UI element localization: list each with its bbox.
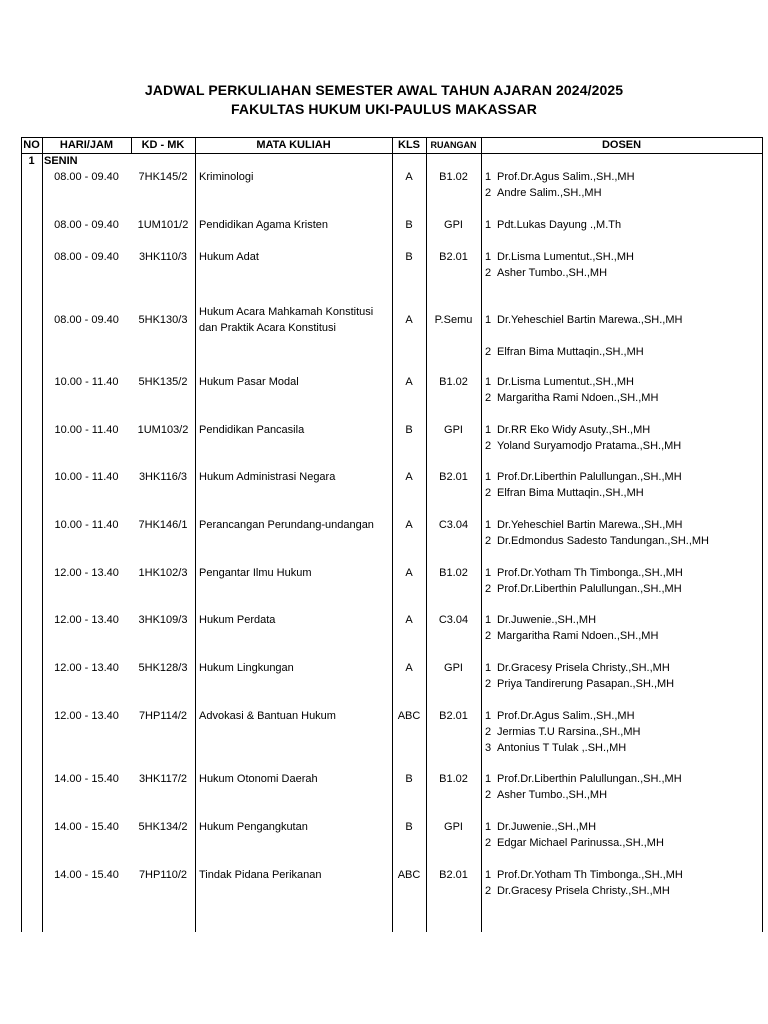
cell-kd-mk: 7HK145/2 [138, 171, 188, 183]
cell-mata-kuliah: Tindak Pidana Perikanan [199, 869, 322, 881]
cell-ruangan: B1.02 [439, 171, 468, 183]
cell-mata-kuliah: Perancangan Perundang-undangan [199, 519, 374, 531]
cell-mata-kuliah: Hukum Acara Mahkamah Konstitusi dan Praktik Acara Konstitusi [199, 306, 374, 334]
cell-hari-jam: 14.00 - 15.40 [54, 821, 119, 833]
cell-kd-mk: 1UM101/2 [137, 219, 189, 231]
cell-kls: A [405, 171, 413, 183]
cell-dosen-name: Dr.Juwenie.,SH.,MH [497, 614, 597, 626]
cell-dosen-number: 2 [485, 837, 492, 849]
cell-dosen-number: 1 [485, 171, 492, 183]
cell-kls: A [405, 471, 413, 483]
cell-ruangan: C3.04 [438, 519, 469, 531]
cell-hari-jam: 12.00 - 13.40 [54, 710, 119, 722]
cell-dosen-name: Prof.Dr.Yotham Th Timbonga.,SH.,MH [497, 869, 683, 881]
cell-dosen-name: Margaritha Rami Ndoen.,SH.,MH [497, 630, 659, 642]
cell-mata-kuliah: Pendidikan Pancasila [199, 424, 305, 436]
cell-dosen-number: 2 [485, 267, 492, 279]
cell-dosen-number: 2 [485, 789, 492, 801]
cell-hari-jam: 14.00 - 15.40 [54, 773, 119, 785]
cell-hari-jam: 12.00 - 13.40 [54, 662, 119, 674]
col-border [762, 137, 763, 932]
header-dosen: DOSEN [601, 139, 642, 151]
cell-dosen-name: Dr.Yeheschiel Bartin Marewa.,SH.,MH [497, 519, 683, 531]
cell-kd-mk: 7HP114/2 [138, 710, 188, 722]
cell-dosen-number: 2 [485, 583, 492, 595]
cell-hari-jam: 12.00 - 13.40 [54, 567, 119, 579]
cell-dosen-number: 2 [485, 487, 492, 499]
cell-dosen-name: Dr.Gracesy Prisela Christy.,SH.,MH [497, 662, 670, 674]
cell-kd-mk: 3HK117/2 [138, 773, 188, 785]
cell-mata-kuliah: Hukum Pasar Modal [199, 376, 299, 388]
cell-kls: B [405, 773, 413, 785]
cell-dosen-name: Edgar Michael Parinussa.,SH.,MH [497, 837, 664, 849]
cell-dosen-name: Priya Tandirerung Pasapan.,SH.,MH [497, 678, 675, 690]
cell-dosen-name: Margaritha Rami Ndoen.,SH.,MH [497, 392, 659, 404]
cell-dosen-number: 1 [485, 869, 492, 881]
cell-kls: B [405, 424, 413, 436]
cell-dosen-number: 2 [485, 187, 492, 199]
cell-kd-mk: 1HK102/3 [138, 567, 188, 579]
cell-dosen-number: 1 [485, 710, 492, 722]
cell-hari-jam: 08.00 - 09.40 [54, 219, 119, 231]
cell-ruangan: C3.04 [438, 614, 469, 626]
cell-kls: A [405, 662, 413, 674]
header-no: NO [23, 139, 40, 151]
cell-dosen-number: 1 [485, 519, 492, 531]
cell-dosen-number: 1 [485, 773, 492, 785]
cell-dosen-name: Prof.Dr.Liberthin Palullungan.,SH.,MH [497, 471, 682, 483]
cell-kd-mk: 3HK109/3 [138, 614, 188, 626]
cell-ruangan: GPI [444, 662, 463, 674]
cell-mata-kuliah: Hukum Pengangkutan [199, 821, 308, 833]
cell-dosen-name: Dr.Edmondus Sadesto Tandungan.,SH.,MH [497, 535, 709, 547]
cell-mata-kuliah: Hukum Lingkungan [199, 662, 294, 674]
cell-dosen-name: Dr.Lisma Lumentut.,SH.,MH [497, 376, 634, 388]
cell-mata-kuliah: Hukum Administrasi Negara [199, 471, 336, 483]
cell-hari-jam: 08.00 - 09.40 [54, 251, 119, 263]
cell-ruangan: B2.01 [439, 869, 468, 881]
cell-dosen-number: 1 [485, 821, 492, 833]
cell-kls: B [405, 821, 413, 833]
cell-ruangan: GPI [444, 821, 463, 833]
cell-hari-jam: 08.00 - 09.40 [54, 314, 119, 326]
cell-hari-jam: 12.00 - 13.40 [54, 614, 119, 626]
cell-mata-kuliah: Kriminologi [199, 171, 254, 183]
cell-mata-kuliah: Pengantar Ilmu Hukum [199, 567, 312, 579]
header-kls: KLS [398, 139, 420, 151]
header-mata-kuliah: MATA KULIAH [256, 139, 331, 151]
cell-dosen-number: 1 [485, 251, 492, 263]
cell-kd-mk: 7HP110/2 [138, 869, 188, 881]
cell-kls: A [405, 376, 413, 388]
cell-dosen-number: 2 [485, 630, 492, 642]
cell-ruangan: B2.01 [439, 251, 468, 263]
cell-hari-jam: 08.00 - 09.40 [54, 171, 119, 183]
cell-hari-jam: 10.00 - 11.40 [54, 424, 119, 436]
cell-dosen-number: 3 [485, 742, 492, 754]
cell-dosen-name: Prof.Dr.Agus Salim.,SH.,MH [497, 171, 635, 183]
cell-kls: A [405, 614, 413, 626]
cell-kd-mk: 3HK110/3 [138, 251, 188, 263]
cell-mata-kuliah: Advokasi & Bantuan Hukum [199, 710, 336, 722]
cell-dosen-name: Elfran Bima Muttaqin.,SH.,MH [497, 487, 644, 499]
cell-dosen-name: Prof.Dr.Agus Salim.,SH.,MH [497, 710, 635, 722]
cell-hari-jam: 10.00 - 11.40 [54, 376, 119, 388]
cell-dosen-number: 2 [485, 392, 492, 404]
cell-mata-kuliah: Hukum Adat [199, 251, 259, 263]
cell-hari-jam: 14.00 - 15.40 [54, 869, 119, 881]
cell-dosen-name: Asher Tumbo.,SH.,MH [497, 267, 608, 279]
cell-ruangan: GPI [444, 219, 463, 231]
cell-kls: B [405, 219, 413, 231]
document-subtitle: FAKULTAS HUKUM UKI-PAULUS MAKASSAR [231, 101, 537, 117]
cell-kls: A [405, 519, 413, 531]
cell-dosen-number: 2 [485, 726, 492, 738]
cell-kls: A [405, 567, 413, 579]
cell-ruangan: P.Semu [434, 314, 473, 326]
cell-dosen-name: Prof.Dr.Yotham Th Timbonga.,SH.,MH [497, 567, 683, 579]
cell-dosen-name: Prof.Dr.Liberthin Palullungan.,SH.,MH [497, 583, 682, 595]
cell-ruangan: B1.02 [439, 567, 468, 579]
cell-mata-kuliah: Hukum Perdata [199, 614, 276, 626]
cell-mata-kuliah: Hukum Otonomi Daerah [199, 773, 318, 785]
cell-kd-mk: 5HK130/3 [138, 314, 188, 326]
cell-dosen-name: Dr.Lisma Lumentut.,SH.,MH [497, 251, 634, 263]
cell-hari-jam: 10.00 - 11.40 [54, 519, 119, 531]
cell-dosen-number: 1 [485, 219, 492, 231]
cell-dosen-number: 1 [485, 314, 492, 326]
cell-dosen-number: 1 [485, 471, 492, 483]
cell-ruangan: B1.02 [439, 376, 468, 388]
col-border [195, 137, 196, 932]
cell-dosen-name: Andre Salim.,SH.,MH [497, 187, 602, 199]
cell-ruangan: B1.02 [439, 773, 468, 785]
cell-dosen-number: 2 [485, 885, 492, 897]
cell-dosen-name: Yoland Suryamodjo Pratama.,SH.,MH [497, 440, 682, 452]
day-name: SENIN [44, 155, 78, 167]
cell-dosen-name: Dr.RR Eko Widy Asuty.,SH.,MH [497, 424, 651, 436]
cell-mata-kuliah: Pendidikan Agama Kristen [199, 219, 329, 231]
cell-dosen-number: 1 [485, 662, 492, 674]
cell-dosen-number: 1 [485, 376, 492, 388]
header-hari-jam: HARI/JAM [59, 139, 114, 151]
cell-dosen-number: 2 [485, 535, 492, 547]
cell-ruangan: B2.01 [439, 710, 468, 722]
cell-ruangan: GPI [444, 424, 463, 436]
document-title: JADWAL PERKULIAHAN SEMESTER AWAL TAHUN AJARAN 2024/2025 [144, 82, 624, 98]
day-number: 1 [28, 155, 35, 167]
header-kd-mk: KD - MK [141, 139, 185, 151]
cell-kls: ABC [397, 710, 421, 722]
cell-dosen-name: Jermias T.U Rarsina.,SH.,MH [497, 726, 641, 738]
cell-dosen-name: Dr.Gracesy Prisela Christy.,SH.,MH [497, 885, 670, 897]
cell-kd-mk: 1UM103/2 [137, 424, 189, 436]
cell-kd-mk: 5HK128/3 [138, 662, 188, 674]
cell-hari-jam: 10.00 - 11.40 [54, 471, 119, 483]
cell-kd-mk: 5HK134/2 [138, 821, 188, 833]
cell-dosen-name: Prof.Dr.Liberthin Palullungan.,SH.,MH [497, 773, 682, 785]
cell-dosen-name: Dr.Yeheschiel Bartin Marewa.,SH.,MH [497, 314, 683, 326]
col-border [481, 137, 482, 932]
cell-kd-mk: 3HK116/3 [138, 471, 188, 483]
cell-dosen-name: Dr.Juwenie.,SH.,MH [497, 821, 597, 833]
cell-kls: A [405, 314, 413, 326]
cell-dosen-number: 2 [485, 346, 492, 358]
cell-dosen-name: Elfran Bima Muttaqin.,SH.,MH [497, 346, 644, 358]
cell-ruangan: B2.01 [439, 471, 468, 483]
cell-dosen-number: 2 [485, 440, 492, 452]
cell-kls: B [405, 251, 413, 263]
cell-kd-mk: 5HK135/2 [138, 376, 188, 388]
cell-dosen-name: Pdt.Lukas Dayung .,M.Th [497, 219, 622, 231]
cell-dosen-name: Antonius T Tulak ,.SH.,MH [497, 742, 627, 754]
col-border [21, 137, 22, 932]
header-ruangan: RUANGAN [430, 140, 477, 150]
cell-dosen-name: Asher Tumbo.,SH.,MH [497, 789, 608, 801]
cell-kls: ABC [397, 869, 421, 881]
cell-dosen-number: 1 [485, 424, 492, 436]
cell-kd-mk: 7HK146/1 [138, 519, 188, 531]
cell-dosen-number: 1 [485, 567, 492, 579]
cell-dosen-number: 1 [485, 614, 492, 626]
cell-dosen-number: 2 [485, 678, 492, 690]
